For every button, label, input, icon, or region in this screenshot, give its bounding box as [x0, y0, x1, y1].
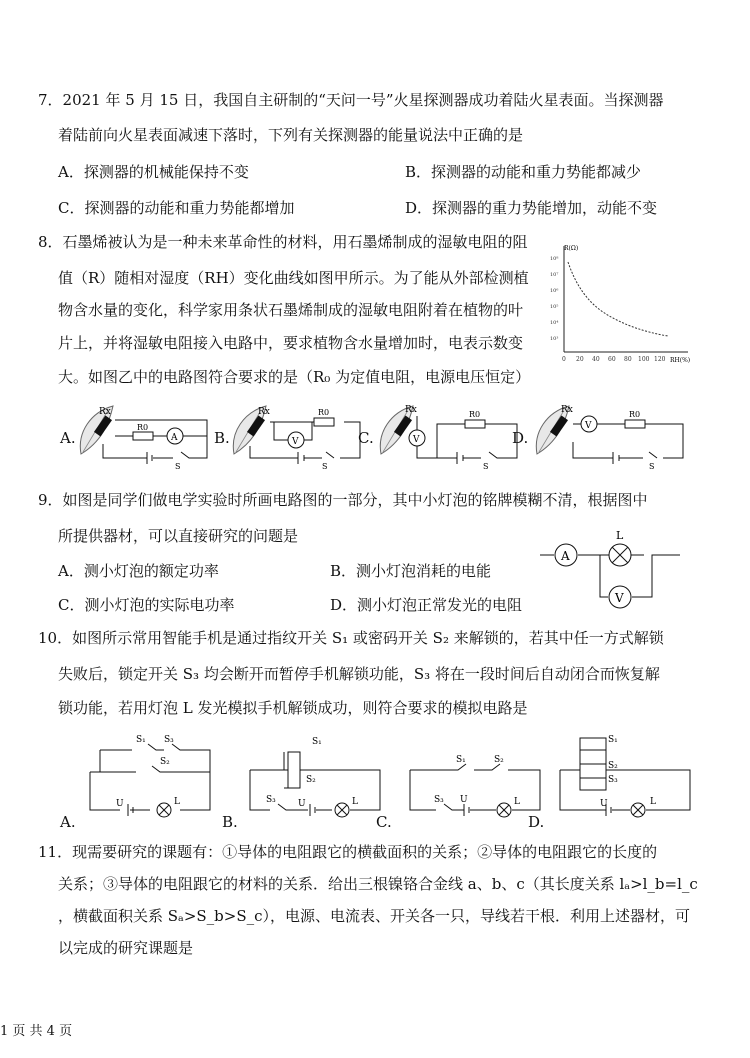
q11-stem-line4: 以完成的研究课题是 — [58, 939, 194, 957]
svg-text:U: U — [298, 799, 306, 809]
q10-stem-line2: 失败后，锁定开关 S₃ 均会断开而暂停手机解锁功能，S₃ 将在一段时间后自动闭合而恢复解 — [58, 665, 660, 683]
q8-stem-line5: 大。如图乙中的电路图符合要求的是（R₀ 为定值电阻，电源电压恒定） — [58, 368, 531, 386]
svg-text:S₃: S₃ — [164, 735, 174, 745]
svg-text:Rx: Rx — [561, 405, 573, 415]
svg-text:U: U — [460, 795, 468, 805]
svg-text:L: L — [514, 797, 520, 807]
q8-option-d: D. — [512, 429, 529, 447]
svg-text:S₂: S₂ — [608, 761, 618, 771]
svg-text:U: U — [116, 799, 124, 809]
label-rx: Rx — [99, 407, 111, 417]
ytick: 10⁶ — [550, 288, 559, 294]
xtick: 60 — [608, 356, 616, 363]
q9-stem-line2: 所提供器材，可以直接研究的问题是 — [58, 527, 299, 545]
svg-text:L: L — [174, 797, 180, 807]
ytick: 10³ — [550, 336, 559, 342]
page-footer: 1 页 共 4 页 — [0, 1024, 73, 1039]
svg-text:S₃: S₃ — [266, 795, 276, 805]
svg-text:S: S — [649, 462, 655, 471]
q10-option-b: B. — [222, 813, 238, 831]
voltmeter-symbol: V — [615, 591, 624, 605]
q10-option-c: C. — [376, 813, 392, 831]
svg-text:S₃: S₃ — [434, 795, 444, 805]
xtick: 120 — [654, 356, 666, 363]
xtick: 0 — [562, 356, 566, 363]
svg-text:U: U — [600, 799, 608, 809]
svg-text:V: V — [292, 437, 299, 447]
ytick: 10⁴ — [550, 320, 559, 326]
svg-text:Rx: Rx — [405, 405, 417, 415]
q11-stem-line3: ，横截面积关系 Sₐ>S_b>S_c），电源、电流表、开关各一只，导线若干根．利用上述器材，可 — [58, 907, 691, 925]
q8-option-c: C. — [358, 429, 374, 447]
circuit-c — [380, 405, 517, 471]
q10-stem-line1: 10．如图所示常用智能手机是通过指纹开关 S₁ 或密码开关 S₂ 来解锁的，若其中任一方式解锁 — [38, 629, 664, 647]
q10-option-d: D. — [528, 813, 545, 831]
svg-text:S₁: S₁ — [456, 755, 466, 765]
svg-text:S₃: S₃ — [608, 775, 618, 785]
xtick: 40 — [592, 356, 600, 363]
q9-circuit — [540, 525, 690, 615]
xtick: 80 — [624, 356, 632, 363]
graph-xlabel: RH(%) — [670, 357, 691, 364]
circuit-a — [80, 406, 207, 471]
svg-text:S₂: S₂ — [160, 757, 170, 767]
switch-s: S — [175, 462, 181, 471]
q9-stem-line1: 9．如图是同学们做电学实验时所画电路图的一部分，其中小灯泡的铭牌模糊不清，根据图中 — [38, 491, 648, 509]
svg-text:V: V — [413, 435, 420, 445]
svg-text:V: V — [585, 421, 592, 431]
q7-stem-line2: 着陆前向火星表面减速下落时，下列有关探测器的能量说法中正确的是 — [58, 126, 524, 144]
q11-stem-line1: 11．现需要研究的课题有：①导体的电阻跟它的横截面积的关系；②导体的电阻跟它的长度的 — [38, 843, 658, 861]
ytick: 10⁵ — [550, 304, 559, 310]
circuit-b — [233, 406, 360, 471]
svg-text:R0: R0 — [629, 410, 641, 419]
xtick: 20 — [576, 356, 584, 363]
svg-text:Rx: Rx — [258, 407, 270, 417]
q9-option-a: A．测小灯泡的额定功率 — [58, 562, 219, 580]
svg-text:S₁: S₁ — [136, 735, 146, 745]
ammeter-symbol: A — [171, 433, 178, 443]
lamp-label: L — [616, 529, 624, 542]
svg-text:S: S — [483, 462, 489, 471]
svg-text:S₂: S₂ — [306, 775, 316, 785]
ammeter-symbol: A — [561, 549, 570, 563]
q7-option-a: A．探测器的机械能保持不变 — [58, 163, 249, 181]
label-r0: R0 — [137, 423, 149, 432]
q7-option-d: D．探测器的重力势能增加，动能不变 — [405, 199, 658, 217]
circuit-a — [90, 744, 210, 817]
q7-option-b: B．探测器的动能和重力势能都减少 — [405, 163, 642, 181]
svg-text:S₁: S₁ — [608, 735, 618, 745]
circuit-d — [536, 405, 683, 471]
q9-option-c: C．测小灯泡的实际电功率 — [58, 596, 235, 614]
svg-text:S₁: S₁ — [312, 737, 322, 747]
xtick: 100 — [638, 356, 650, 363]
q8-resistance-graph — [548, 240, 698, 370]
q8-option-a: A. — [60, 429, 76, 447]
q11-stem-line2: 关系；③导体的电阻跟它的材料的关系．给出三根镍铬合金线 a、b、c（其长度关系 lₐ>l_b=l_c — [58, 875, 698, 893]
svg-text:S: S — [322, 462, 328, 471]
q10-stem-line3: 锁功能，若用灯泡 L 发光模拟手机解锁成功，则符合要求的模拟电路是 — [58, 699, 528, 717]
svg-text:L: L — [352, 797, 358, 807]
resistance-curve — [568, 262, 668, 336]
q9-option-d: D．测小灯泡正常发光的电阻 — [330, 596, 523, 614]
q8-stem-line3: 物含水量的变化，科学家用条状石墨烯制成的湿敏电阻附着在植物的叶 — [58, 301, 524, 319]
circuit-d — [560, 738, 690, 817]
ytick: 10⁸ — [550, 256, 559, 262]
q8-circuit-options — [55, 402, 745, 472]
q8-stem-line2: 值（R）随相对湿度（RH）变化曲线如图甲所示。为了能从外部检测植 — [58, 269, 529, 287]
svg-text:R0: R0 — [318, 408, 330, 417]
ytick: 10⁷ — [550, 272, 559, 278]
q7-option-c: C．探测器的动能和重力势能都增加 — [58, 199, 295, 217]
svg-text:R0: R0 — [469, 410, 481, 419]
q8-stem-line1: 8．石墨烯被认为是一种未来革命性的材料，用石墨烯制成的湿敏电阻的阻 — [38, 233, 528, 251]
q7-stem-line1: 7．2021 年 5 月 15 日，我国自主研制的“天问一号”火星探测器成功着陆火星表面。当探测器 — [38, 91, 664, 109]
circuit-c — [410, 764, 540, 817]
q8-stem-line4: 片上，并将湿敏电阻接入电路中，要求植物含水量增加时，电表示数变 — [58, 334, 524, 352]
q9-option-b: B．测小灯泡消耗的电能 — [330, 562, 492, 580]
graph-ylabel: R(Ω) — [564, 245, 579, 252]
svg-text:S₂: S₂ — [494, 755, 504, 765]
svg-text:L: L — [650, 797, 656, 807]
q10-option-a: A. — [60, 813, 76, 831]
q8-option-b: B. — [214, 429, 230, 447]
